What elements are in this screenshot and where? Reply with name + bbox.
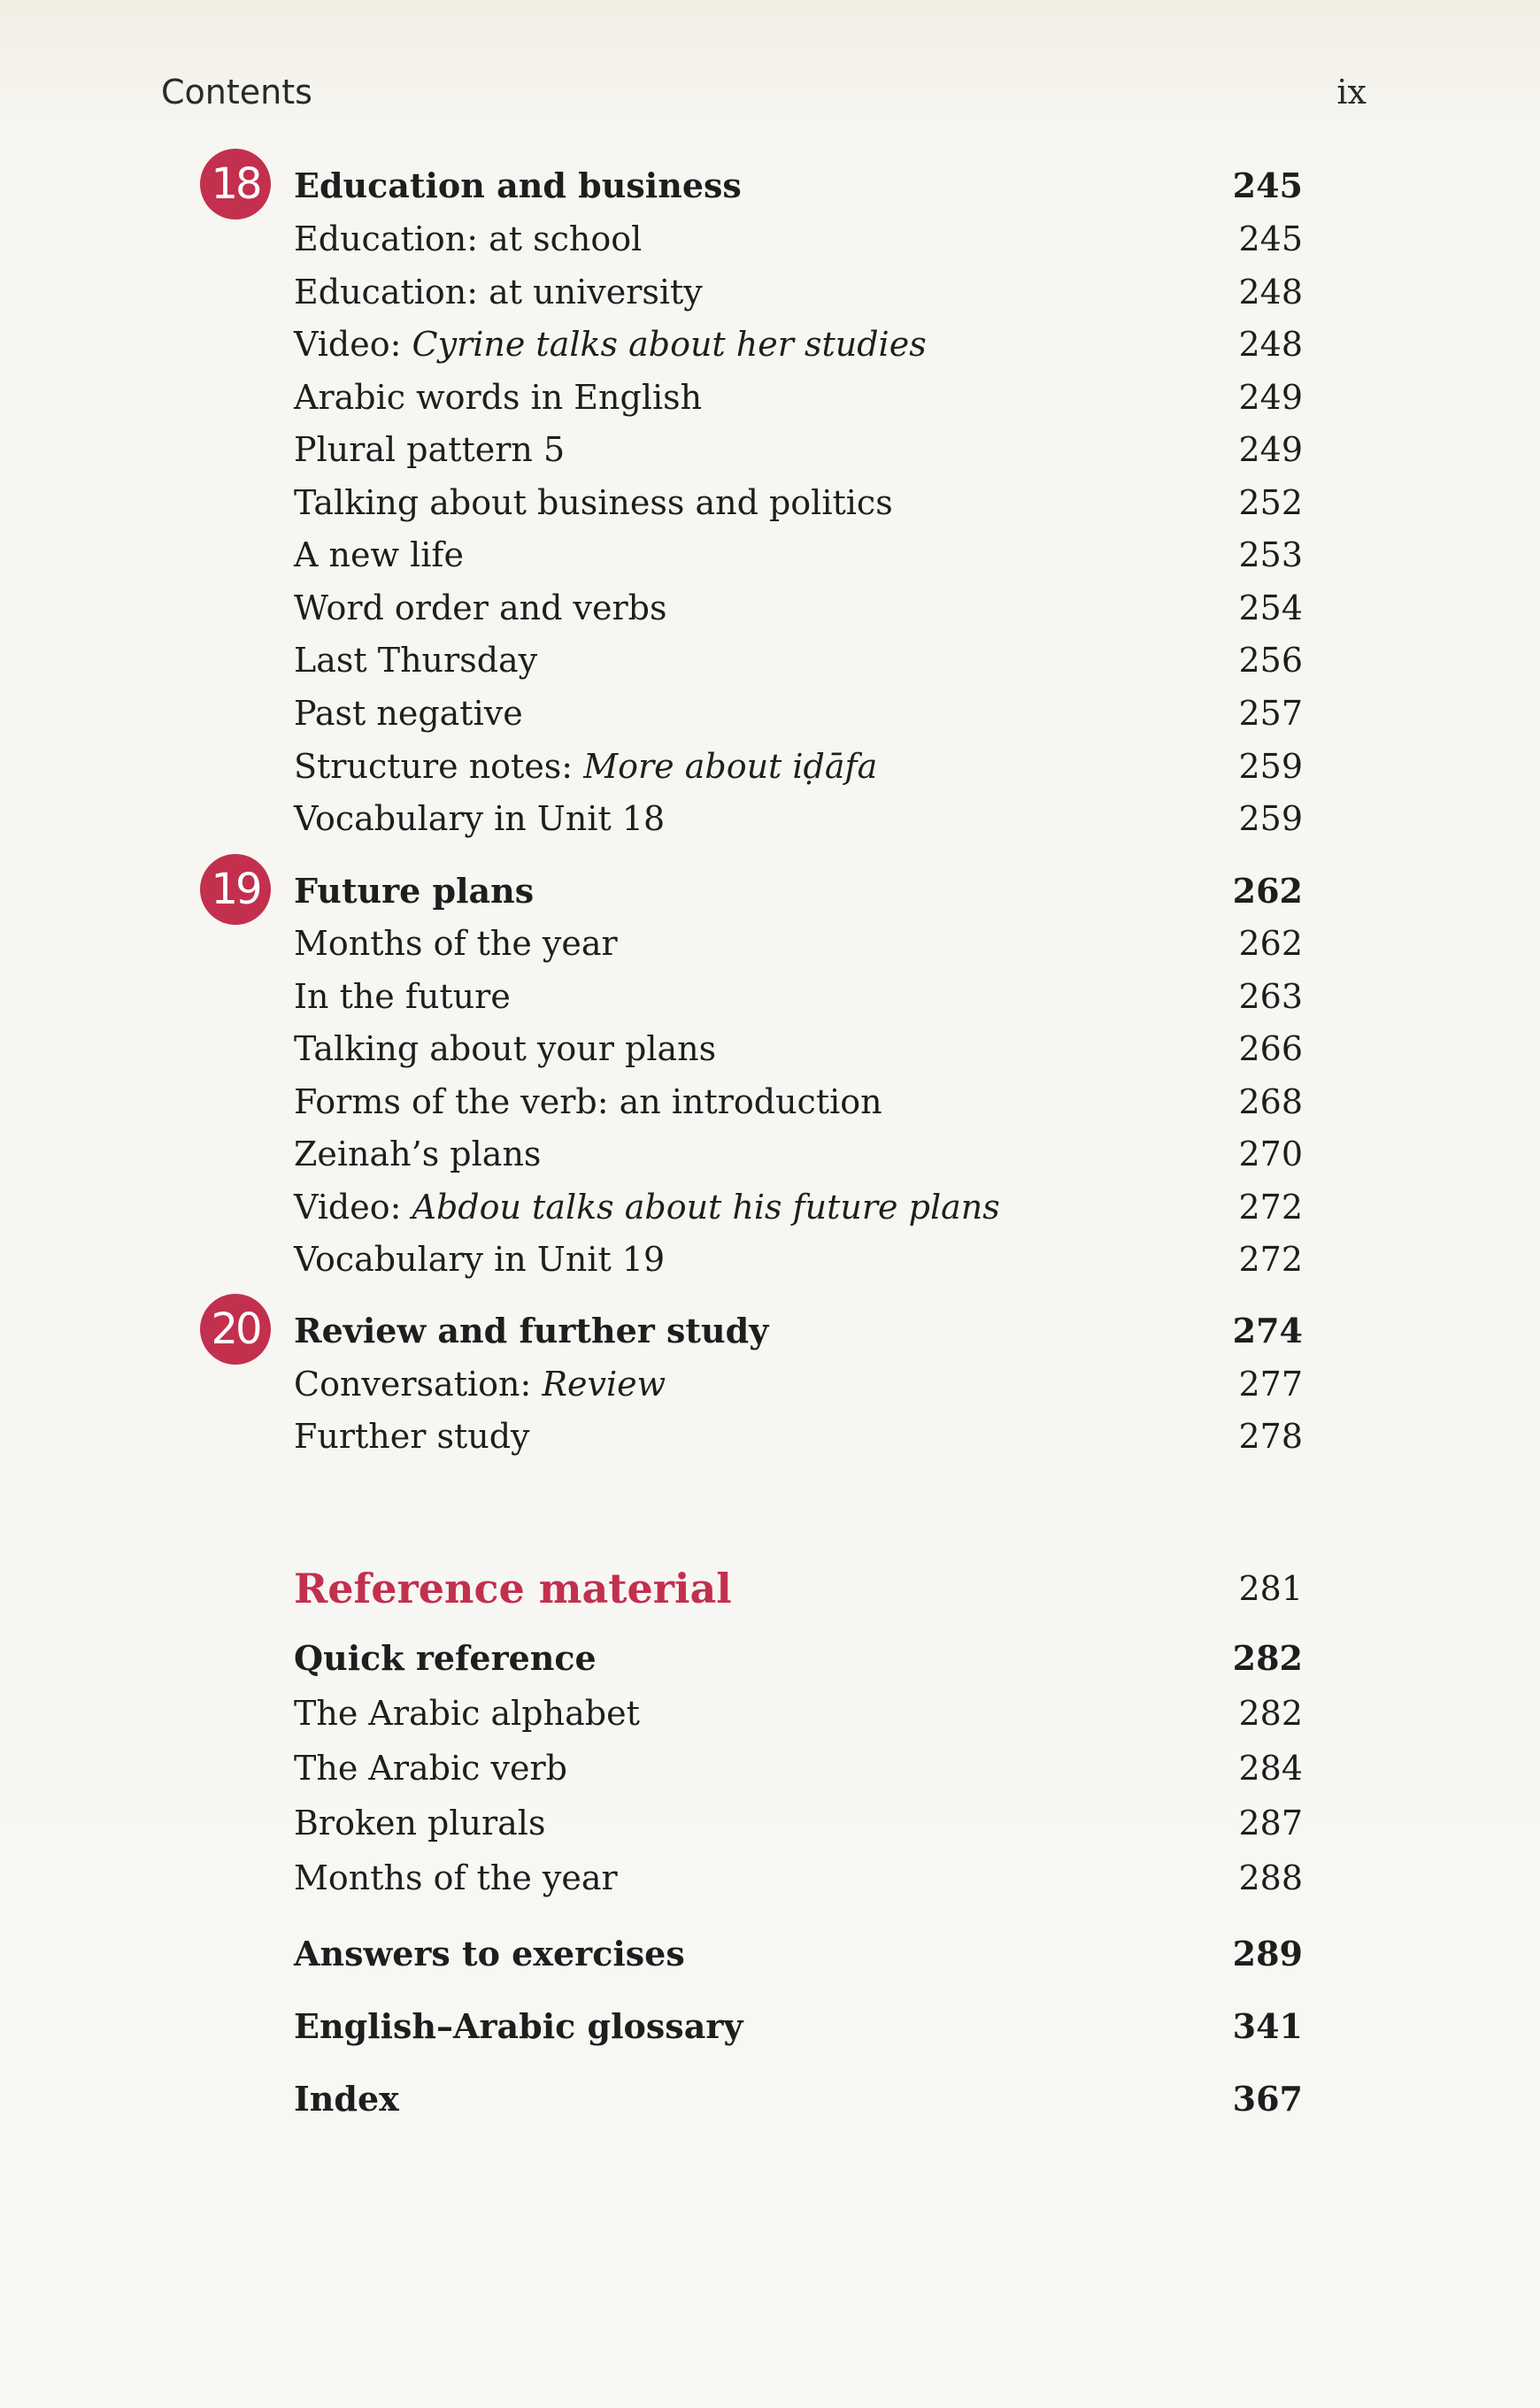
entry-title: Months of the year bbox=[294, 924, 618, 963]
entry-page: 248 bbox=[1238, 325, 1303, 364]
unit-number-badge: 19 bbox=[200, 854, 271, 925]
entry-page: 263 bbox=[1238, 977, 1303, 1016]
toc-entry-glossary[interactable] bbox=[294, 2002, 1303, 2051]
entry-title bbox=[294, 1182, 1000, 1232]
entry-title: Arabic words in English bbox=[294, 378, 703, 417]
toc-entry[interactable] bbox=[294, 1743, 1303, 1793]
entry-prefix: Structure notes: bbox=[294, 747, 584, 786]
entry-title bbox=[294, 319, 927, 369]
toc-entry[interactable] bbox=[294, 425, 1303, 474]
entry-page: 254 bbox=[1238, 589, 1303, 627]
unit-number-badge: 18 bbox=[200, 149, 271, 219]
toc-entry[interactable] bbox=[294, 478, 1303, 527]
toc-entry[interactable] bbox=[294, 1182, 1303, 1232]
unit-number-badge: 20 bbox=[200, 1294, 271, 1365]
entry-page: 272 bbox=[1238, 1240, 1303, 1279]
toc-entry[interactable] bbox=[294, 1077, 1303, 1127]
entry-page: 248 bbox=[1238, 273, 1303, 312]
entry-italic: Cyrine talks about her studies bbox=[412, 325, 927, 364]
toc-entry[interactable] bbox=[294, 1129, 1303, 1179]
entry-page: 277 bbox=[1238, 1365, 1303, 1404]
entry-page: 266 bbox=[1238, 1029, 1303, 1068]
entry-title: Past negative bbox=[294, 694, 523, 733]
entry-page: 341 bbox=[1232, 2006, 1303, 2046]
entry-page: 289 bbox=[1232, 1934, 1303, 1973]
toc-entry-unit-18[interactable] bbox=[294, 161, 1303, 211]
entry-prefix: Video: bbox=[294, 1188, 412, 1227]
entry-title: Months of the year bbox=[294, 1858, 618, 1897]
toc-entry[interactable] bbox=[294, 1235, 1303, 1284]
entry-italic: Review bbox=[542, 1365, 666, 1404]
toc-entry[interactable] bbox=[294, 972, 1303, 1021]
entry-page: 268 bbox=[1238, 1082, 1303, 1121]
toc-entry[interactable] bbox=[294, 530, 1303, 580]
entry-title: The Arabic alphabet bbox=[294, 1694, 640, 1733]
entry-page: 270 bbox=[1238, 1135, 1303, 1173]
entry-title: Education: at university bbox=[294, 273, 703, 312]
toc-entry-unit-20[interactable] bbox=[294, 1306, 1303, 1356]
entry-page: 367 bbox=[1232, 2079, 1303, 2119]
entry-page: 288 bbox=[1238, 1858, 1303, 1897]
entry-title bbox=[294, 1359, 666, 1409]
entry-page: 281 bbox=[1238, 1569, 1303, 1608]
entry-title: Broken plurals bbox=[294, 1804, 546, 1843]
entry-title: Further study bbox=[294, 1417, 530, 1456]
entry-title: Plural pattern 5 bbox=[294, 430, 566, 469]
entry-page: 278 bbox=[1238, 1417, 1303, 1456]
entry-page: 249 bbox=[1238, 430, 1303, 469]
toc-entry[interactable] bbox=[294, 689, 1303, 738]
header-section-title: Contents bbox=[161, 73, 312, 112]
toc-entry[interactable] bbox=[294, 635, 1303, 685]
entry-title: Reference material bbox=[294, 1565, 732, 1612]
entry-page: 259 bbox=[1238, 747, 1303, 786]
entry-prefix: Conversation: bbox=[294, 1365, 543, 1404]
entry-title: Word order and verbs bbox=[294, 589, 667, 627]
entry-page: 262 bbox=[1238, 924, 1303, 963]
entry-title: The Arabic verb bbox=[294, 1749, 567, 1788]
entry-page: 249 bbox=[1238, 378, 1303, 417]
entry-title: Last Thursday bbox=[294, 641, 538, 680]
entry-page: 287 bbox=[1238, 1804, 1303, 1843]
entry-title: Education and business bbox=[294, 165, 742, 205]
toc-entry-unit-19[interactable] bbox=[294, 866, 1303, 916]
toc-entry-index[interactable] bbox=[294, 2074, 1303, 2124]
toc-entry[interactable] bbox=[294, 583, 1303, 633]
entry-title: Future plans bbox=[294, 871, 535, 911]
toc-entry[interactable] bbox=[294, 1412, 1303, 1461]
entry-page: 262 bbox=[1232, 871, 1303, 911]
entry-page: 284 bbox=[1238, 1749, 1303, 1788]
entry-prefix: Video: bbox=[294, 325, 412, 364]
entry-title: Zeinah’s plans bbox=[294, 1135, 542, 1173]
entry-title bbox=[294, 742, 877, 791]
entry-page: 272 bbox=[1238, 1188, 1303, 1227]
entry-title: Vocabulary in Unit 19 bbox=[294, 1240, 666, 1279]
toc-entry-reference-material[interactable] bbox=[294, 1559, 1303, 1618]
entry-page: 274 bbox=[1232, 1311, 1303, 1350]
entry-page: 257 bbox=[1238, 694, 1303, 733]
entry-page: 282 bbox=[1238, 1694, 1303, 1733]
entry-page: 245 bbox=[1232, 165, 1303, 205]
entry-title: Education: at school bbox=[294, 219, 643, 258]
toc-entry[interactable] bbox=[294, 267, 1303, 317]
entry-page: 252 bbox=[1238, 483, 1303, 522]
toc-entry[interactable] bbox=[294, 919, 1303, 968]
entry-title: Quick reference bbox=[294, 1638, 597, 1678]
entry-page: 282 bbox=[1232, 1638, 1303, 1678]
toc-entry[interactable] bbox=[294, 1798, 1303, 1848]
entry-title: Vocabulary in Unit 18 bbox=[294, 799, 666, 838]
entry-title: Talking about your plans bbox=[294, 1029, 717, 1068]
entry-page: 256 bbox=[1238, 641, 1303, 680]
entry-page: 259 bbox=[1238, 799, 1303, 838]
toc-entry[interactable] bbox=[294, 742, 1303, 791]
entry-title: Forms of the verb: an introduction bbox=[294, 1082, 882, 1121]
entry-title: Review and further study bbox=[294, 1311, 769, 1350]
entry-title: A new life bbox=[294, 535, 464, 574]
toc-entry[interactable] bbox=[294, 1689, 1303, 1738]
header-page-number: ix bbox=[1336, 73, 1367, 112]
entry-page: 253 bbox=[1238, 535, 1303, 574]
toc-entry-quick-reference[interactable] bbox=[294, 1634, 1303, 1683]
entry-title: Talking about business and politics bbox=[294, 483, 893, 522]
toc-entry[interactable] bbox=[294, 1359, 1303, 1409]
entry-title: Answers to exercises bbox=[294, 1934, 685, 1973]
toc-entry[interactable] bbox=[294, 214, 1303, 264]
toc-entry[interactable] bbox=[294, 319, 1303, 369]
entry-title: English–Arabic glossary bbox=[294, 2006, 743, 2046]
entry-title: Index bbox=[294, 2079, 399, 2119]
toc-entry[interactable] bbox=[294, 1024, 1303, 1073]
toc-entry-answers[interactable] bbox=[294, 1929, 1303, 1979]
entry-italic: Abdou talks about his future plans bbox=[412, 1188, 1000, 1227]
entry-page: 245 bbox=[1238, 219, 1303, 258]
entry-title: In the future bbox=[294, 977, 511, 1016]
entry-italic: More about iḍāfa bbox=[583, 747, 878, 786]
toc-entry[interactable] bbox=[294, 373, 1303, 422]
toc-entry[interactable] bbox=[294, 794, 1303, 843]
toc-entry[interactable] bbox=[294, 1853, 1303, 1903]
